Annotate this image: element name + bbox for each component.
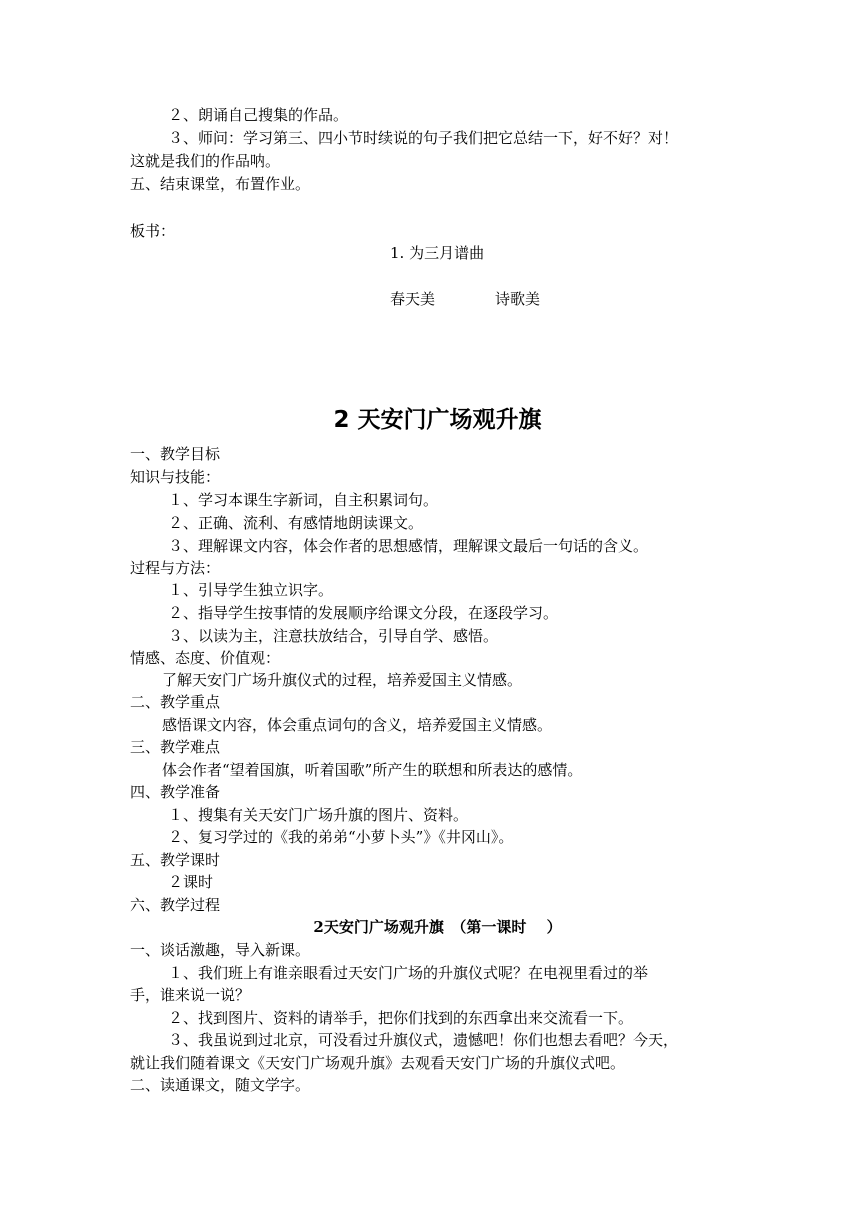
knowledge-item-3: ３、理解课文内容，体会作者的思想感情，理解课文最后一句话的含义。	[168, 537, 649, 555]
heading-process: 过程与方法：	[130, 559, 221, 577]
intro-item-1-cont: 手，谁来说一说？	[130, 986, 251, 1004]
process-item-3: ３、以读为主，注意扶放结合，引导自学、感悟。	[168, 627, 499, 645]
recite-line: ２、朗诵自己搜集的作品。	[168, 106, 349, 124]
board-title: 1. 为三月谱曲	[390, 244, 485, 262]
board-label: 板书：	[130, 222, 176, 240]
teacher-question-line: ３、师问：学习第三、四小节时续说的句子我们把它总结一下，好不好？对！	[168, 129, 679, 147]
heading-knowledge: 知识与技能：	[130, 468, 221, 486]
preparation-item-2: ２、复习学过的《我的弟弟“小萝卜头”》《井冈山》。	[168, 828, 514, 846]
teacher-question-line-cont: 这就是我们的作品呐。	[130, 152, 281, 170]
knowledge-item-1: １、学习本课生字新词，自主积累词句。	[168, 491, 439, 509]
heading-goals: 一、教学目标	[130, 445, 221, 463]
session-title: 2天安门广场观升旗 （第一课时 ）	[313, 918, 562, 936]
intro-item-3-cont: 就让我们随着课文《天安门广场观升旗》去观看天安门广场的升旗仪式吧。	[130, 1054, 626, 1072]
key-point-1: 感悟课文内容，体会重点词句的含义，培养爱国主义情感。	[162, 716, 553, 734]
heading-difficulties: 三、教学难点	[130, 738, 221, 756]
end-class-line: 五、结束课堂，布置作业。	[130, 175, 311, 193]
knowledge-item-2: ２、正确、流利、有感情地朗读课文。	[168, 514, 424, 532]
emotion-item-1: 了解天安门广场升旗仪式的过程，培养爱国主义情感。	[162, 671, 523, 689]
preparation-item-1: １、搜集有关天安门广场升旗的图片、资料。	[168, 806, 469, 824]
board-item-poetry: 诗歌美	[495, 290, 541, 308]
intro-item-1: １、我们班上有谁亲眼看过天安门广场的升旗仪式呢？在电视里看过的举	[168, 964, 649, 982]
heading-preparation: 四、教学准备	[130, 783, 221, 801]
heading-hours: 五、教学课时	[130, 851, 221, 869]
hours-value: ２课时	[168, 873, 214, 891]
heading-key-points: 二、教学重点	[130, 693, 221, 711]
lesson-title: 2 天安门广场观升旗	[333, 407, 542, 433]
process-item-2: ２、指导学生按事情的发展顺序给课文分段，在逐段学习。	[168, 604, 559, 622]
intro-item-3: ３、我虽说到过北京，可没看过升旗仪式，遗憾吧！你们也想去看吧？今天，	[168, 1031, 679, 1049]
heading-procedure: 六、教学过程	[130, 896, 221, 914]
difficulty-1: 体会作者“望着国旗，听着国歌”所产生的联想和所表达的感情。	[162, 761, 583, 779]
intro-item-2: ２、找到图片、资料的请举手，把你们找到的东西拿出来交流看一下。	[168, 1009, 634, 1027]
heading-intro: 一、谈话激趣，导入新课。	[130, 941, 311, 959]
process-item-1: １、引导学生独立识字。	[168, 581, 334, 599]
heading-read-text: 二、读通课文，随文学字。	[130, 1076, 311, 1094]
board-item-spring: 春天美	[390, 290, 436, 308]
heading-emotion: 情感、态度、价值观：	[130, 649, 281, 667]
